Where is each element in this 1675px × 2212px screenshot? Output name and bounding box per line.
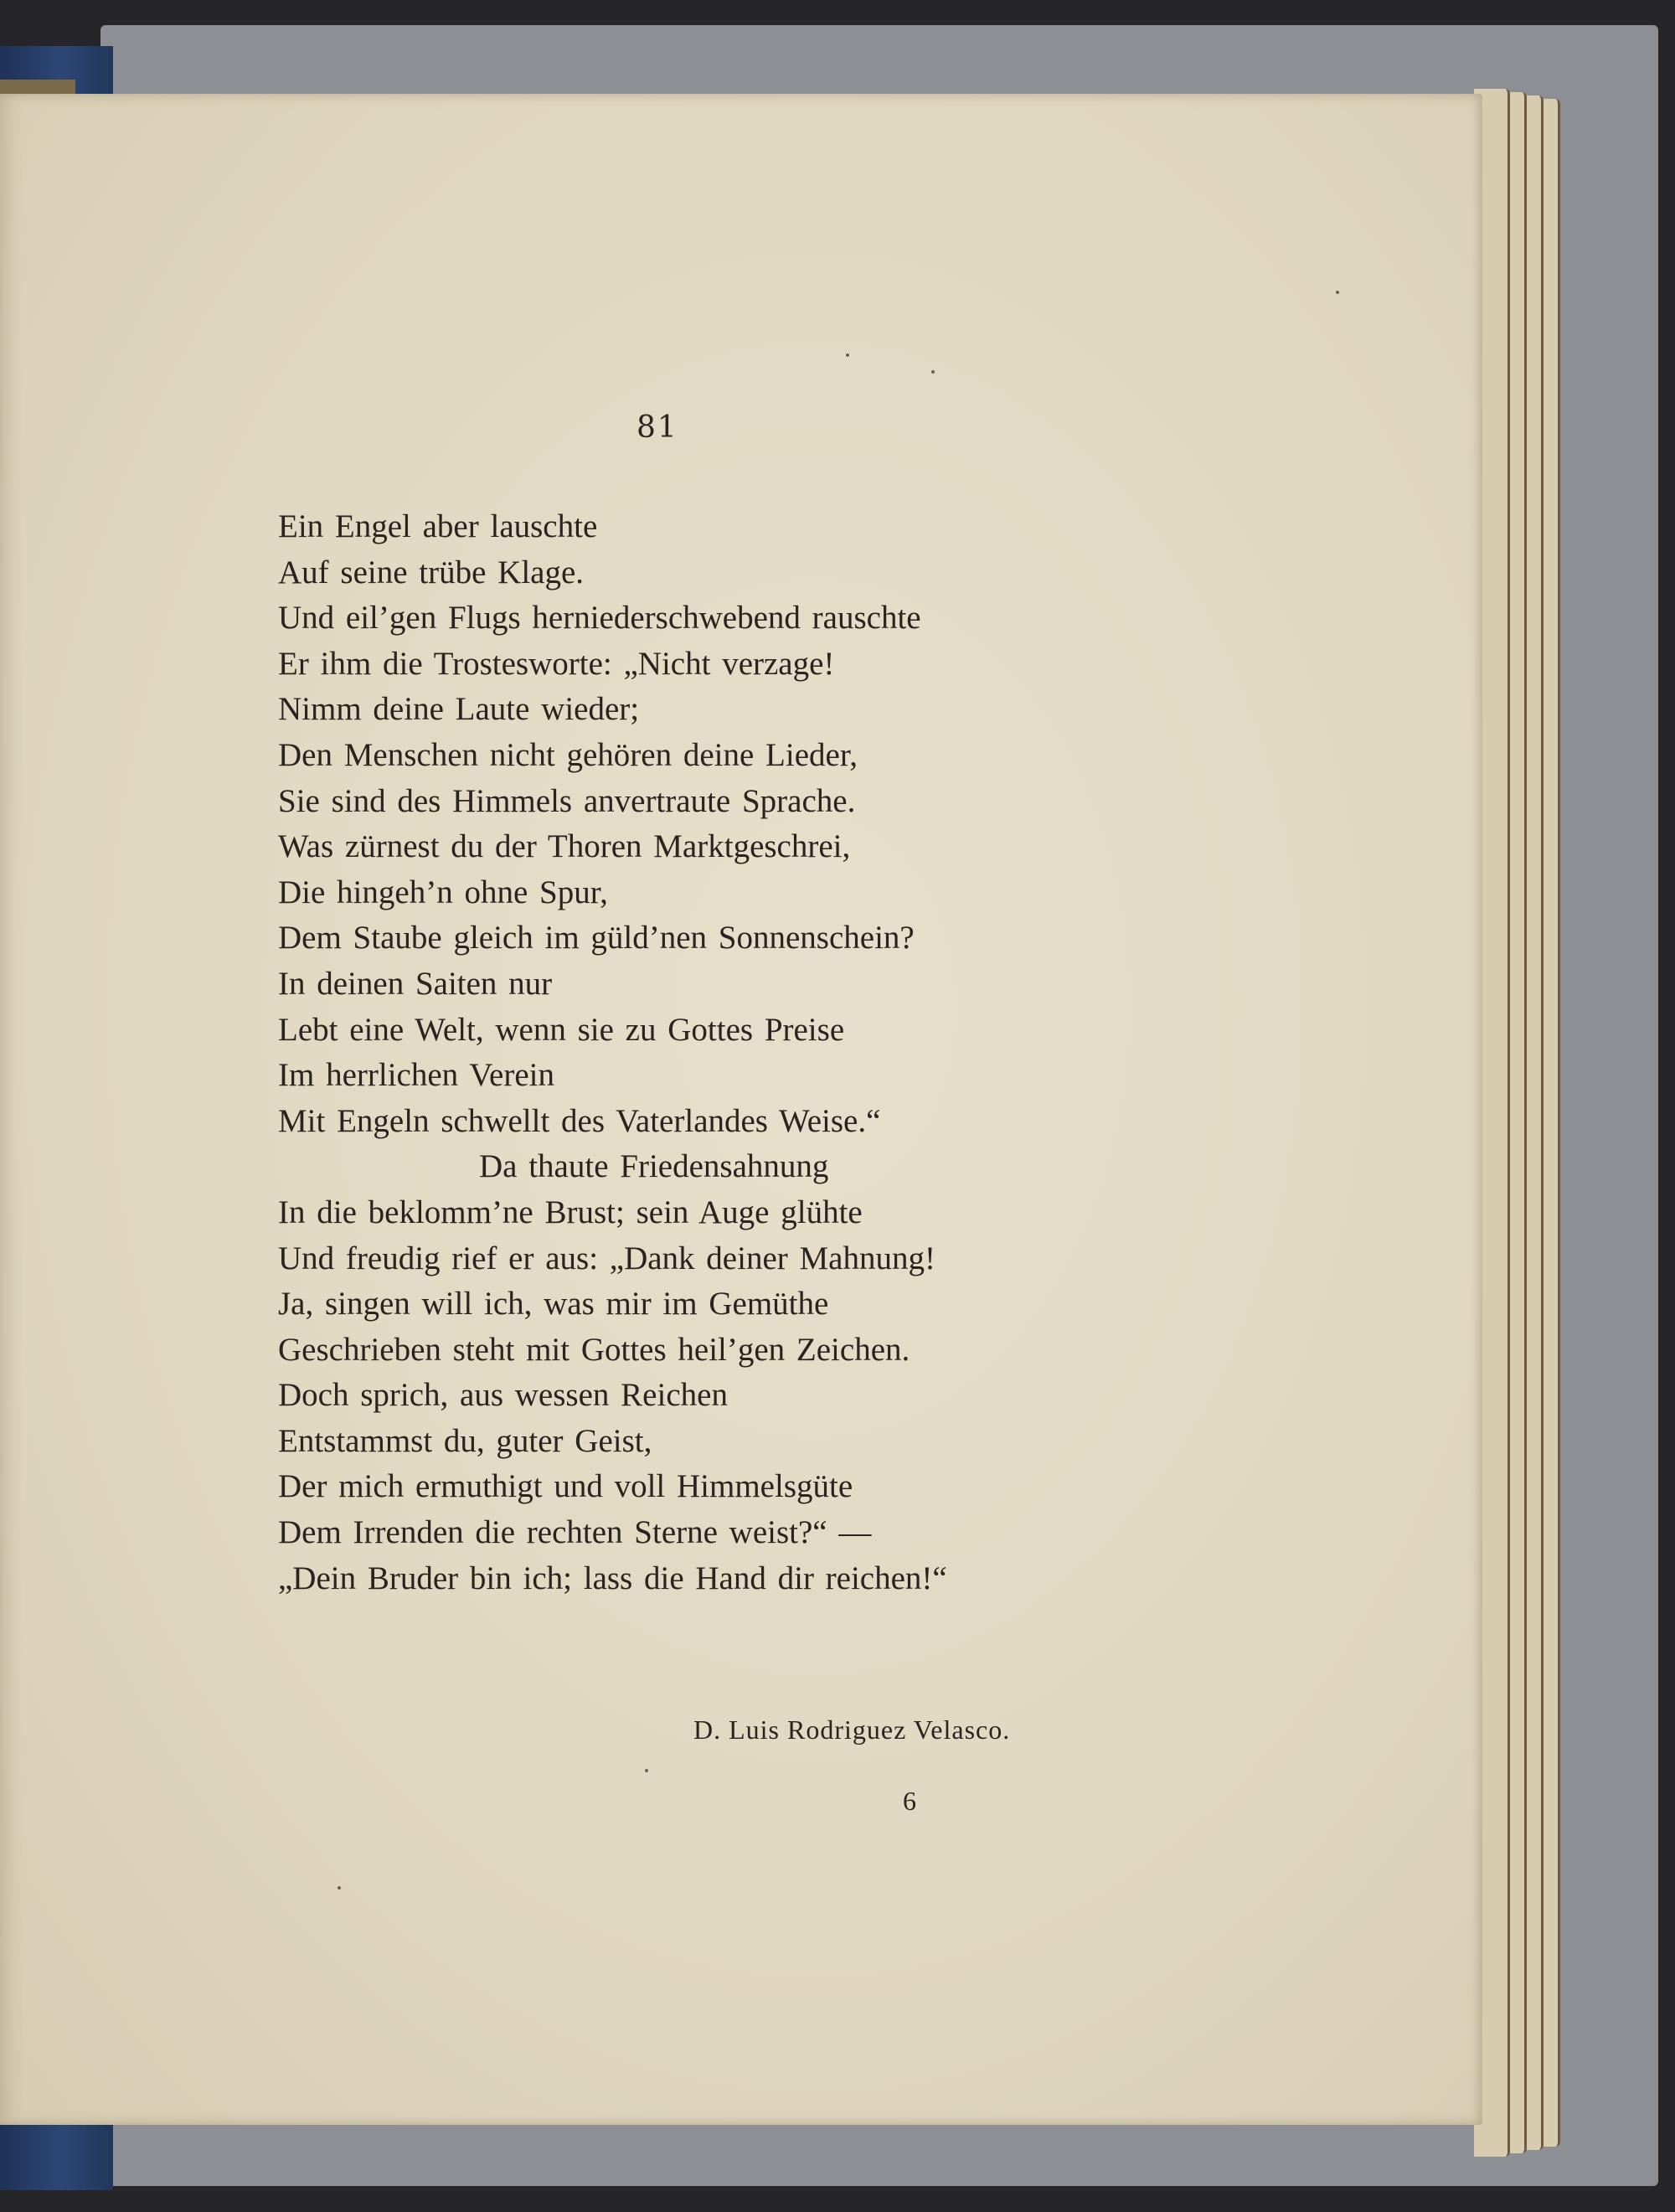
poem-line: Und freudig rief er aus: „Dank deiner Mahnung! (278, 1240, 935, 1276)
poem-line: Was zürnest du der Thoren Marktgeschrei, (278, 828, 851, 865)
poem-line: Im herrlichen Verein (278, 1057, 554, 1094)
poem-line: Doch sprich, aus wessen Reichen (278, 1377, 728, 1414)
poem-line: Die hingeh’n ohne Spur, (278, 874, 608, 910)
poem-line: Den Menschen nicht gehören deine Lieder, (278, 736, 858, 773)
poem-line: Er ihm die Trostesworte: „Nicht verzage! (278, 645, 835, 682)
paper-speck (846, 353, 849, 357)
poem-line: In deinen Saiten nur (278, 965, 553, 1002)
paper-speck (645, 1769, 648, 1772)
poem-line: Ja, singen will ich, was mir im Gemüthe (278, 1286, 829, 1323)
poem-line: Mit Engeln schwellt des Vaterlandes Weise.“ (278, 1102, 881, 1139)
paper-speck (931, 370, 935, 374)
poem-line: „Dein Bruder bin ich; lass die Hand dir reichen!“ (278, 1560, 947, 1596)
poem-line: Sie sind des Himmels anvertraute Sprache. (278, 782, 856, 819)
poem-line: Nimm deine Laute wieder; (278, 691, 640, 728)
book-page (0, 94, 1482, 2125)
poem-line: Ein Engel aber lauschte (278, 508, 598, 544)
page-number: 81 (636, 410, 678, 445)
poem-line: Geschrieben steht mit Gottes heil’gen Zeichen. (278, 1331, 910, 1368)
poem-text (278, 504, 1199, 1601)
poem-line: Lebt eine Welt, wenn sie zu Gottes Preise (278, 1011, 845, 1048)
poem-line: Und eil’gen Flugs herniederschwebend rauschte (278, 600, 921, 637)
poem-line: Da thaute Friedensahnung (479, 1148, 829, 1185)
poem-line: Dem Staube gleich im güld’nen Sonnenschein? (278, 920, 915, 956)
poem-line: In die beklomm’ne Brust; sein Auge glühte (278, 1194, 863, 1230)
poem-line: Entstammst du, guter Geist, (278, 1422, 652, 1459)
poem-line: Auf seine trübe Klage. (278, 554, 585, 590)
signature-mark: 6 (903, 1786, 916, 1816)
paper-speck (1336, 291, 1339, 294)
poem-line: Dem Irrenden die rechten Sterne weist?“ — (278, 1514, 872, 1551)
poem-author: D. Luis Rodriguez Velasco. (693, 1714, 1011, 1745)
paper-speck (338, 1886, 341, 1890)
poem-line: Der mich ermuthigt und voll Himmelsgüte (278, 1468, 853, 1505)
